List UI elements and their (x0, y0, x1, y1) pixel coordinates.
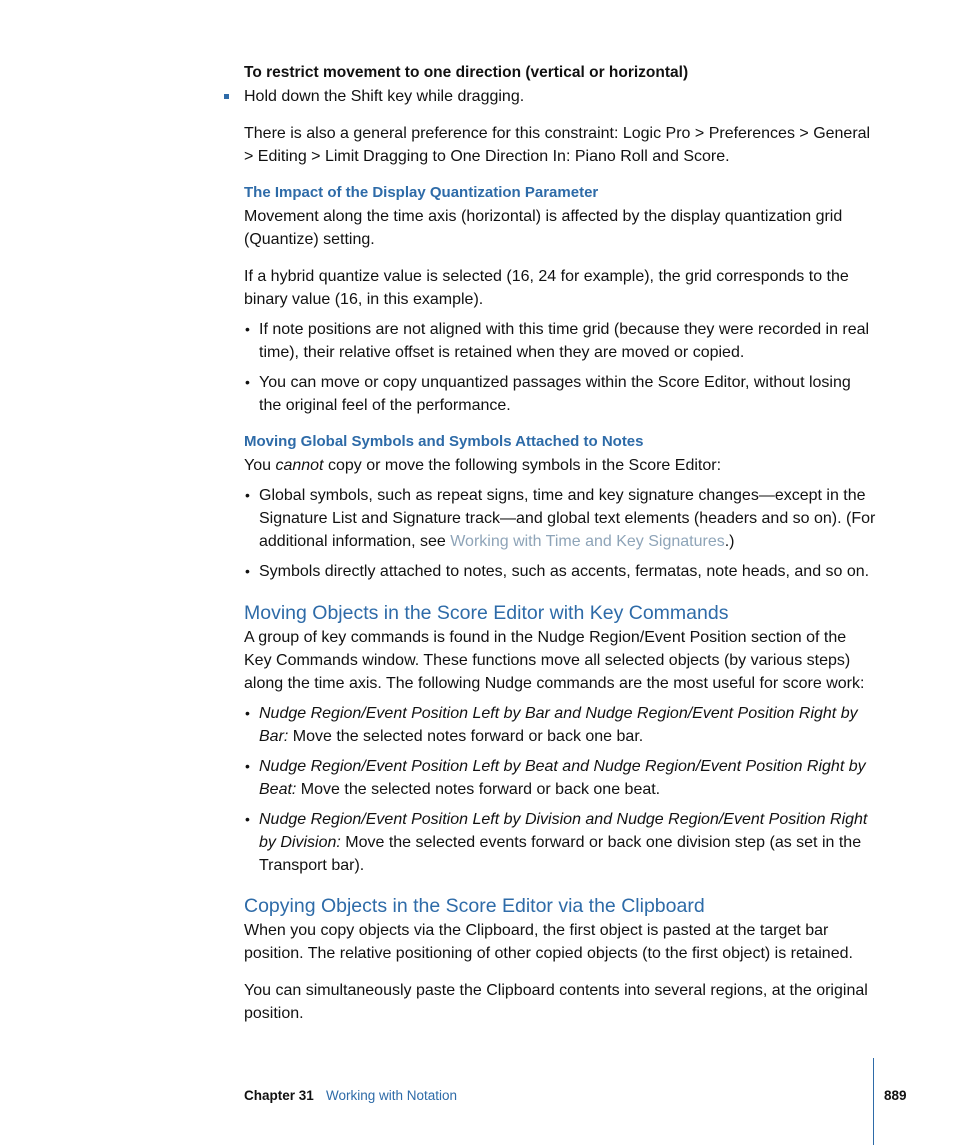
page-number: 889 (884, 1088, 907, 1103)
footer-divider (873, 1058, 874, 1145)
quantization-paragraph-2: If a hybrid quantize value is selected (16, 24 for example), the grid corresponds to the binary value (16, in this example). (244, 268, 849, 308)
section-heading-clipboard: Copying Objects in the Score Editor via the Clipboard (244, 895, 705, 917)
bullet-dot-icon: • (245, 705, 250, 721)
list-item-text: Global symbols, such as repeat signs, time and key signature changes—except in the Signature List and Signature track—and global text elements (headers and so on). (For additional information, see (259, 487, 876, 550)
restrict-bullet-text: Hold down the Shift key while dragging. (244, 88, 525, 105)
list-item-text: You can move or copy unquantized passages within the Score Editor, without losing the original feel of the performance. (259, 374, 851, 414)
bullet-dot-icon: • (245, 374, 250, 390)
command-description: Move the selected events forward or back one division step (as set in the Transport bar). (259, 834, 862, 874)
clipboard-paragraph-2: You can simultaneously paste the Clipboard contents into several regions, at the original position. (244, 982, 868, 1022)
subheading-display-quantization: The Impact of the Display Quantization Parameter (244, 184, 599, 201)
command-name: Nudge Region/Event Position Left by Bar and Nudge Region/Event Position Right by Bar: (259, 705, 858, 745)
bullet-dot-icon: • (245, 321, 250, 337)
list-item-text: If note positions are not aligned with this time grid (because they were recorded in real time), their relative offset is retained when they are moved or copied. (259, 321, 870, 361)
bullet-dot-icon: • (245, 811, 250, 827)
clipboard-paragraph-1: When you copy objects via the Clipboard, the first object is pasted at the target bar position. The relative positioning of other copied objects (to the first object) is retained. (244, 922, 853, 962)
command-description: Move the selected notes forward or back one beat. (296, 781, 661, 798)
list-item (244, 484, 876, 553)
list-item (244, 371, 876, 417)
list-item-text-end: .) (724, 533, 735, 550)
link-time-key-signatures[interactable]: Working with Time and Key Signatures (450, 533, 725, 550)
intro-emphasis: cannot (275, 457, 324, 474)
command-name: Nudge Region/Event Position Left by Beat and Nudge Region/Event Position Right by Beat: (259, 758, 866, 798)
global-symbols-intro (244, 454, 876, 477)
footer-chapter-label: Chapter 31 (244, 1088, 314, 1103)
intro-text-end: copy or move the following symbols in the Score Editor: (323, 457, 722, 474)
intro-text: You (244, 457, 276, 474)
square-bullet-icon (224, 94, 229, 99)
bullet-dot-icon: • (245, 758, 250, 774)
list-item (244, 755, 876, 801)
bullet-dot-icon: • (245, 563, 250, 579)
list-item (244, 318, 876, 364)
list-item-text: Symbols directly attached to notes, such as accents, fermatas, note heads, and so on. (259, 563, 870, 580)
restrict-preference-paragraph: There is also a general preference for this constraint: Logic Pro > Preferences > General > Editing > Limit Dragging to One Direction In: Piano Roll and Score. (244, 125, 871, 165)
quantization-paragraph-1: Movement along the time axis (horizontal) is affected by the display quantization grid (Quantize) setting. (244, 208, 843, 248)
bullet-dot-icon: • (245, 487, 250, 503)
command-name: Nudge Region/Event Position Left by Division and Nudge Region/Event Position Right by Division: (259, 811, 868, 851)
key-commands-paragraph: A group of key commands is found in the Nudge Region/Event Position section of the Key Commands window. These functions move all selected objects (by various steps) along the time axis. The following Nudge commands are the most useful for score work: (244, 629, 865, 692)
task-heading-restrict: To restrict movement to one direction (vertical or horizontal) (244, 64, 689, 81)
footer-chapter-title-link[interactable]: Working with Notation (326, 1088, 458, 1103)
list-item (244, 560, 876, 583)
list-item (244, 702, 876, 748)
section-heading-key-commands: Moving Objects in the Score Editor with Key Commands (244, 602, 729, 624)
command-description: Move the selected notes forward or back one bar. (288, 728, 644, 745)
list-item (244, 808, 876, 877)
subheading-global-symbols: Moving Global Symbols and Symbols Attached to Notes (244, 433, 644, 450)
